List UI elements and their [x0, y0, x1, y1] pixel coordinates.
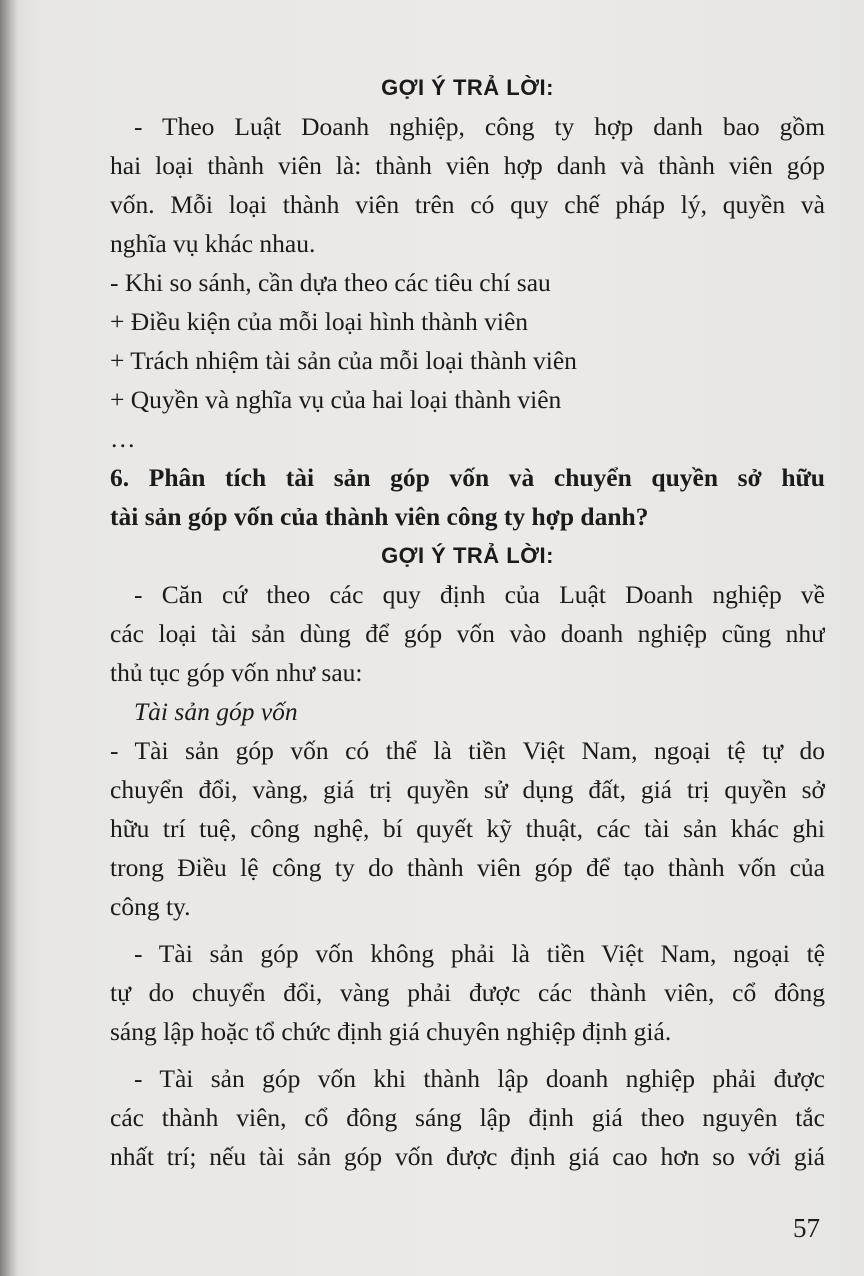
text-line: hai loại thành viên là: thành viên hợp danh và thành viên góp — [110, 151, 825, 180]
book-spine-shadow — [0, 0, 18, 1276]
question-line: tài sản góp vốn của thành viên công ty hợp danh? — [110, 502, 649, 531]
page-number: 57 — [793, 1213, 820, 1243]
list-item: + Quyền và nghĩa vụ của hai loại thành viên — [110, 385, 562, 414]
ellipsis: … — [110, 424, 136, 453]
paragraph-6 — [110, 1059, 825, 1176]
text-line: - Tài sản góp vốn khi thành lập doanh nghiệp phải được — [134, 1064, 825, 1093]
subheading: Tài sản góp vốn — [134, 697, 298, 726]
text-line: chuyển đổi, vàng, giá trị quyền sử dụng đất, giá trị quyền sở — [110, 775, 825, 804]
paragraph-4 — [110, 731, 825, 926]
question-line: 6. Phân tích tài sản góp vốn và chuyển quyền sở hữu — [110, 463, 825, 492]
page-text — [110, 68, 825, 1176]
text-line: các loại tài sản dùng để góp vốn vào doanh nghiệp cũng như — [110, 619, 825, 648]
text-line: - Tài sản góp vốn không phải là tiền Việt Nam, ngoại tệ — [134, 939, 825, 968]
text-line: - Tài sản góp vốn có thể là tiền Việt Nam, ngoại tệ tự do — [110, 736, 825, 765]
text-line: - Căn cứ theo các quy định của Luật Doanh nghiệp về — [134, 580, 825, 609]
text-line: trong Điều lệ công ty do thành viên góp để tạo thành vốn của — [110, 853, 825, 882]
answer-heading: GỢI Ý TRẢ LỜI: — [381, 75, 554, 100]
text-line: - Theo Luật Doanh nghiệp, công ty hợp danh bao gồm — [134, 112, 825, 141]
paragraph-3 — [110, 575, 825, 692]
list-item: + Trách nhiệm tài sản của mỗi loại thành viên — [110, 346, 577, 375]
text-line: hữu trí tuệ, công nghệ, bí quyết kỹ thuật, các tài sản khác ghi — [110, 814, 825, 843]
paragraph-1 — [110, 107, 825, 263]
list-item: + Điều kiện của mỗi loại hình thành viên — [110, 307, 529, 336]
criteria-list — [110, 302, 825, 419]
text-line: thủ tục góp vốn như sau: — [110, 658, 363, 687]
text-line: sáng lập hoặc tổ chức định giá chuyên nghiệp định giá. — [110, 1017, 672, 1046]
question-6 — [110, 458, 825, 536]
text-line: nhất trí; nếu tài sản góp vốn được định giá cao hơn so với giá — [110, 1142, 825, 1171]
text-line: tự do chuyển đổi, vàng phải được các thành viên, cổ đông — [110, 978, 825, 1007]
text-line: công ty. — [110, 892, 191, 921]
paragraph-5 — [110, 934, 825, 1051]
answer-heading: GỢI Ý TRẢ LỜI: — [381, 543, 554, 568]
text-line: các thành viên, cổ đông sáng lập định giá theo nguyên tắc — [110, 1103, 825, 1132]
text-line: vốn. Mỗi loại thành viên trên có quy chế pháp lý, quyền và — [110, 190, 825, 219]
text-line: nghĩa vụ khác nhau. — [110, 229, 316, 258]
paragraph-2: - Khi so sánh, cần dựa theo các tiêu chí sau — [110, 268, 551, 297]
